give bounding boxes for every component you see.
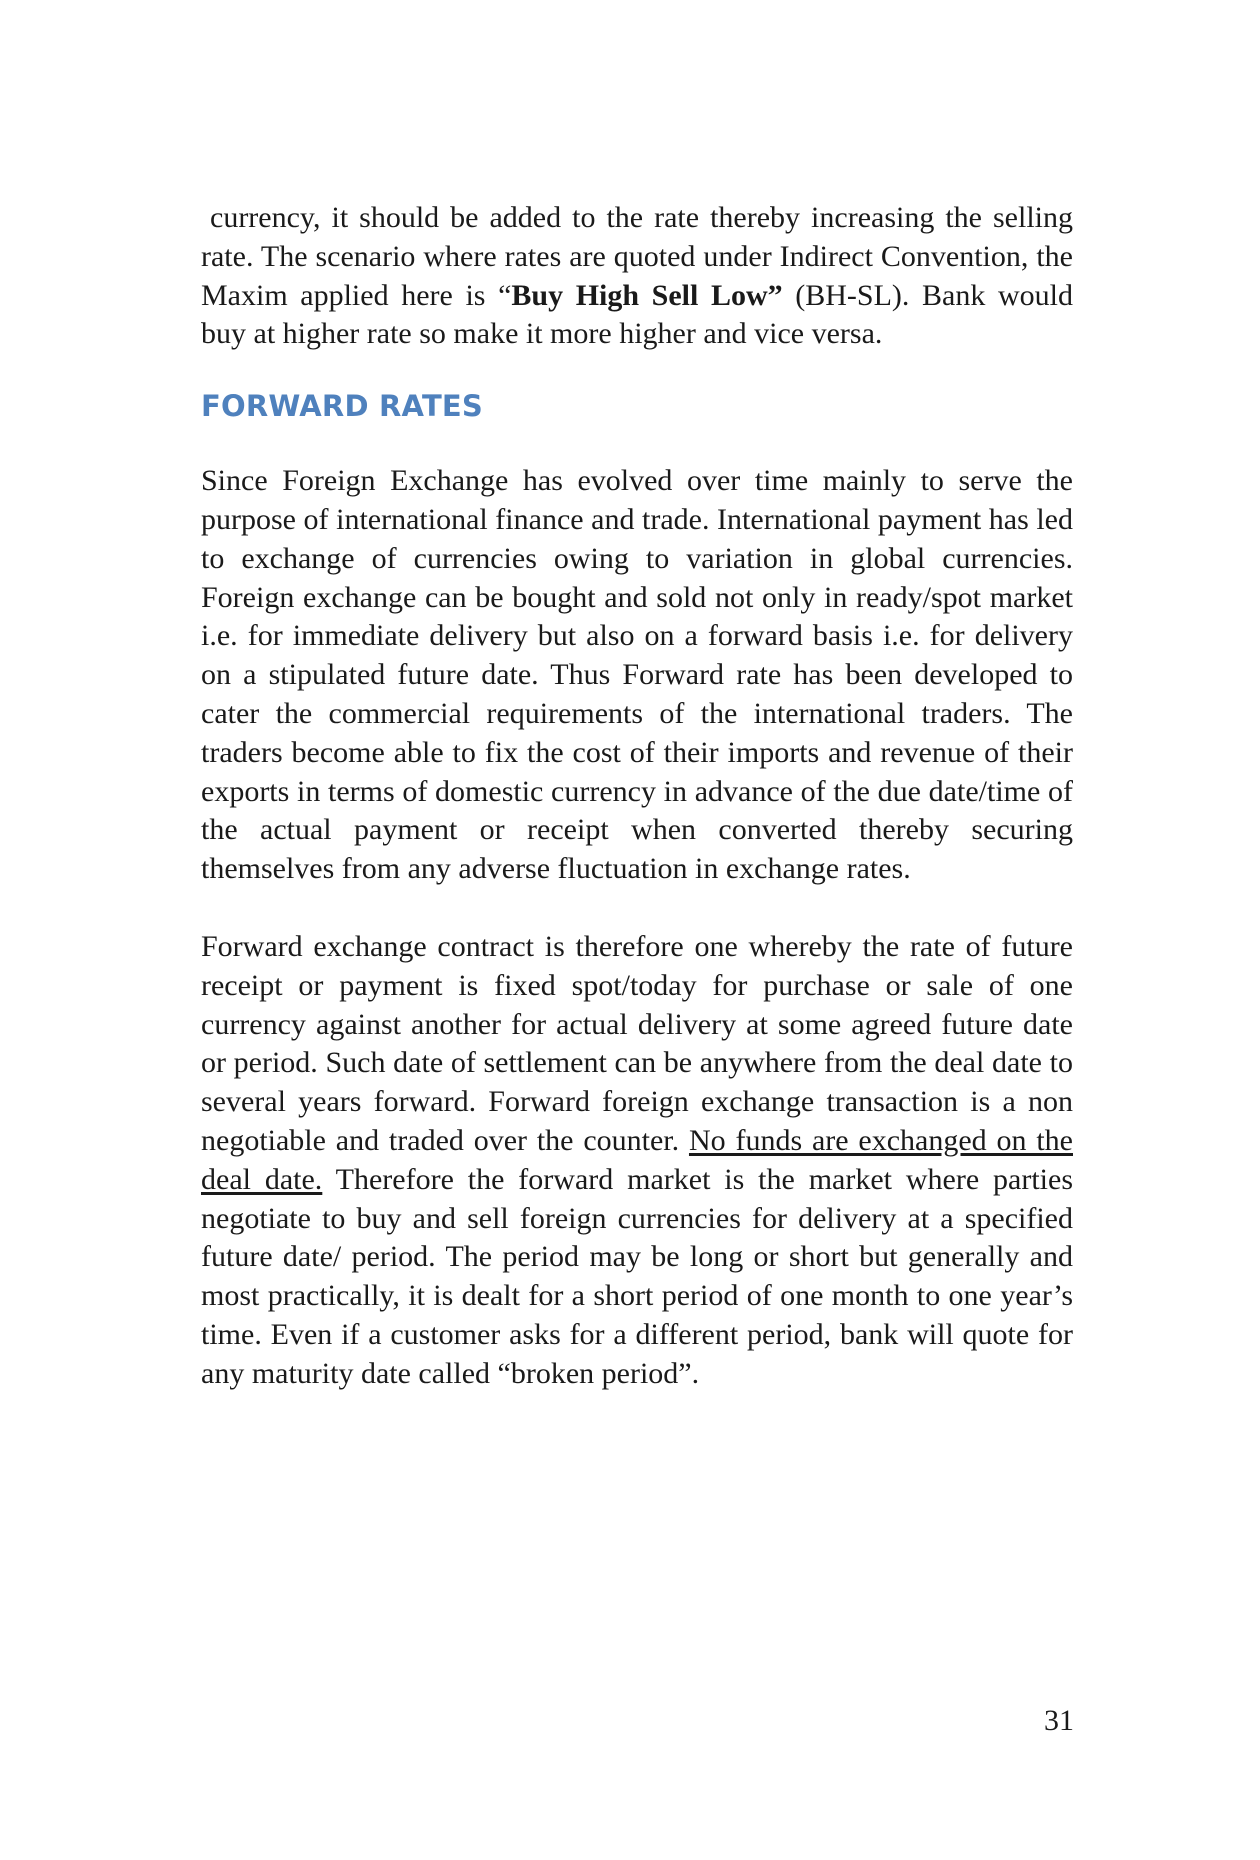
paragraph-forward-rates-intro: Since Foreign Exchange has evolved over time mainly to serve the purpose of international finance and trade. International payment has led to exchange of currencies owing to variation in global currencies. Foreign exchange can be bought and sold not only in ready/spot market i.e. for immediate delivery but also on a forward basis i.e. for delivery on a stipulated future date. Thus Forward rate has been developed to cater the commercial requirements of the international traders. The traders become able to fix the cost of their imports and revenue of their exports in terms of domestic currency in advance of the due date/time of the actual payment or receipt when converted thereby securing themselves from any adverse fluctuation in exchange rates. <box>201 464 1073 886</box>
paragraph-forward-contract-text-1: Forward exchange contract is therefore one whereby the rate of future receipt or payment is fixed spot/today for purchase or sale of one currency against another for actual delivery at some agreed future date or period. Such date of settlement can be anywhere from the deal date to several years forward. Forward foreign exchange transaction is a non negotiable and traded over the counter. <box>201 929 1073 1157</box>
paragraph-bh-sl <box>201 199 1073 354</box>
paragraph-forward-contract-text-2: Therefore the forward market is the market where parties negotiate to buy and sell foreign currencies for delivery at a specified future date/ period. The period may be long or short but generally and most practically, it is dealt for a short period of one month to one year’s time. Even if a customer asks for a different period, bank will quote for any maturity date called “broken period”. <box>201 1162 1073 1390</box>
paragraph-spacer <box>201 889 1073 928</box>
maxim-bold-phrase: Buy High Sell Low” <box>511 278 783 312</box>
paragraph-bh-sl-text-2: (BH-SL). Bank would buy at higher rate so make it more higher and vice versa. <box>201 278 1073 351</box>
page-number: 31 <box>1044 1704 1074 1737</box>
paragraph-bh-sl-text-1: currency, it should be added to the rate thereby increasing the selling rate. The scenario where rates are quoted under Indirect Convention, the Maxim applied here is “ <box>201 201 1073 312</box>
paragraph-forward-contract <box>201 928 1073 1394</box>
page-body <box>201 199 1073 1394</box>
section-heading-forward-rates: FORWARD RATES <box>201 389 484 424</box>
no-funds-underlined-phrase: No funds are exchanged on the deal date. <box>201 1123 1073 1196</box>
